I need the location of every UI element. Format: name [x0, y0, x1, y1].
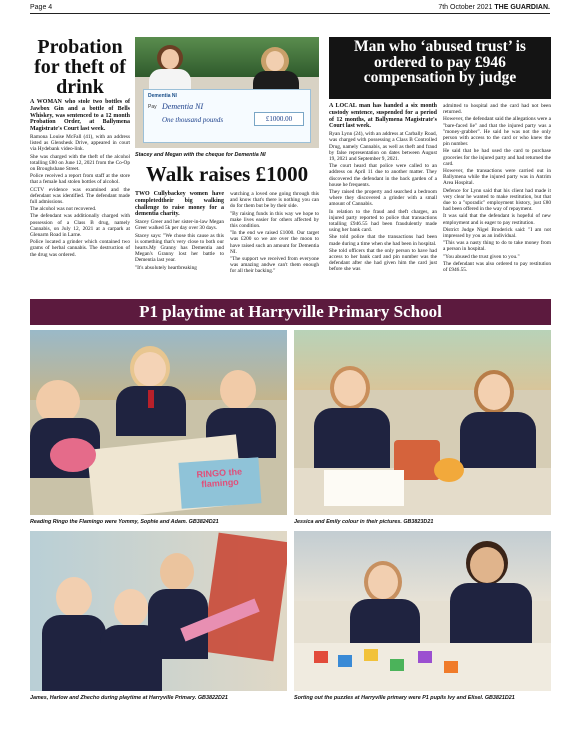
- cheque-logo: Dementia NI: [148, 93, 177, 99]
- caption-reading: Reading Ringo the Flamingo were Yommy, Sophie and Adam. GB3824D21: [30, 519, 219, 525]
- cheque-payee: Dementia NI: [162, 102, 204, 111]
- page-number: Page 4: [30, 4, 53, 11]
- trust-col-2: [443, 103, 551, 274]
- caption-colouring: Jessica and Emily colour in their pictures. GB3823D21: [294, 519, 434, 525]
- trust-para: She told police that the transactions had been made during a time when she had been in hospital.: [329, 234, 437, 247]
- trust-para: The defendant was also ordered to pay restitution of £946.55.: [443, 260, 551, 274]
- trust-para: "You abused the trust given to you.": [443, 253, 520, 260]
- trust-para: admitted to hospital and the card had not been returned.: [443, 103, 551, 116]
- probation-para: Police received a report from staff at the store that a female had stolen bottles of alcohol.: [30, 173, 130, 186]
- trust-para: However, the transactions were carried out in Ballymena while the injured party was in Antrim Area Hospital.: [443, 168, 551, 187]
- trust-para: "This was a nasty thing to do to take money from a person in hospital.: [443, 240, 551, 253]
- cheque-pay-label: Pay: [148, 104, 157, 110]
- trust-para: He said that he had used the card to purchase groceries for the injured party and had returned the card.: [443, 148, 551, 167]
- trust-para: It was said that the defendant is hopeful of new employment and is eager to pay restitution.: [443, 213, 551, 226]
- caption-playtime: James, Harlow and Zhecho during playtime at Harryville Primary. GB3822D21: [30, 695, 228, 701]
- probation-body: [30, 99, 130, 259]
- photo-playtime: [30, 531, 287, 691]
- probation-para: She was charged with the theft of the alcohol totalling £80 on June 12, 2021 from the Co-Op on Broughshane Street.: [30, 153, 130, 172]
- walk-para: Stacey says: "We chose this cause as this is something that's very close to both our hearts.My Granny has Dementia and Megan's Granny lost her battle to Dementia last year.: [135, 232, 224, 264]
- trust-para: In relation to the fraud and theft charges, an injured party reported to police that transactions totalling £946.55 had been fraudulently made using her bank card.: [329, 208, 437, 234]
- trust-para: Defence for Lynn said that his client had made it very clear he wanted to make restitution, but that due to a "sporadic" employment history, just £80 had been offered in the way of repayment.: [443, 187, 551, 213]
- cheque-photo: [135, 37, 319, 148]
- issue-date: 7th October 2021: [438, 4, 493, 11]
- paper-name: THE GUARDIAN.: [494, 4, 550, 11]
- cheque-amount: £1000.00: [254, 112, 304, 126]
- trust-headline-box: [329, 37, 551, 99]
- trust-para: Ryan Lynn (24), with an address at Carbally Road, was charged with possessing a Class B Controlled Drug, namely Cannabis, as well as theft and fraud by false representation on dates between August 19, 2021 and September 9, 2021.: [329, 131, 437, 162]
- trust-para: She told officers that the only person to have had access to her bank card and pin number was the defendant after she had given him the card just before she was: [329, 247, 437, 273]
- probation-para: The alcohol was not recovered.: [30, 206, 97, 213]
- trust-para: However, the defendant said the allegations were a "bare-faced lie" and that the injured party was a "money-grabber". He said he was not the only person with access to the card or who knew the pin number.: [443, 116, 551, 148]
- header-rule: [30, 13, 550, 14]
- probation-para: The defendant was additionally charged with possession of a Class B drug, namely Cannabis, on July 12, 2021 at a carpark at Glenarm Road in Larne.: [30, 213, 130, 239]
- probation-headline: Probation for theft of drink: [34, 36, 126, 98]
- photo-puzzles: [294, 531, 551, 691]
- photo-colouring: [294, 330, 551, 515]
- photo-reading-ringo: [30, 330, 287, 515]
- cheque-amount-words: One thousand pounds: [162, 116, 224, 124]
- probation-para: Police located a grinder which contained two grams of herbal cannabis. The destruction of the drug was ordered.: [30, 239, 130, 258]
- walk-col-1: [135, 191, 224, 272]
- trust-para: The court heard that police were called to an address on April 11 due to another matter. They discovered the defendant in the back garden of a house he frequents.: [329, 163, 437, 188]
- walk-para: watching a loved one going through this and know that's there is nothing you can do for them but be by their side.: [230, 191, 319, 210]
- trust-para: They raised the property and searched a bedroom where they discovered a grinder with a small amount of Cannabis.: [329, 189, 437, 208]
- walk-headline: Walk raises £1000: [145, 162, 309, 186]
- walk-para: "The support we received from everyone was amazing andwe can't them enough for all their backing.": [230, 256, 319, 275]
- walk-lead: TWO Cullybackey women have completedtheir big walking challenge to raise money for a dementia charity.: [135, 191, 224, 218]
- walk-para: "In the end we raised £1000. Our target was £200 so we are over the moon to have raised such an amount for Dementia NI.: [230, 230, 319, 255]
- masthead-date: [438, 4, 550, 11]
- ringo-book: [178, 457, 261, 508]
- trust-headline: Man who ‘abused trust’ is ordered to pay £946 compensation by judge: [354, 38, 526, 86]
- cheque-caption: Stacey and Megan with the cheque for Dementia NI: [135, 152, 266, 158]
- walk-para: Stacey Greer and her sister-in-law Megan Greer walked 5k per day over 30 days.: [135, 219, 224, 232]
- walk-col-2: [230, 191, 319, 276]
- trust-para: District Judge Nigel Broderick said: "I am not impressed by you as an individual.: [443, 226, 551, 240]
- walk-para: "It's absolutely heartbreaking: [135, 264, 197, 271]
- trust-lead: A LOCAL man has handed a six month custody sentence, suspended for a period of 12 months, at Ballymena Magistrate's Court last week.: [329, 103, 437, 130]
- caption-puzzles: Sorting out the puzzles at Harryville primary were P1 pupils Ivy and Elisel. GB3821D21: [294, 695, 515, 701]
- book-title: RINGO the flamingo: [196, 466, 243, 490]
- walk-para: "By raising funds in this way we hope to make lives easier for others affected by this condition.: [230, 210, 319, 230]
- probation-para: CCTV evidence was examined and the defendant was identified. The defendant made full admissions.: [30, 186, 130, 206]
- probation-para: Ramona Louise McFall (41), with an address listed as Glenshesk Drive, appeared in court via Hydebank video-link.: [30, 133, 130, 153]
- probation-lead: A WOMAN who stole two bottles of Jawbox Gin and a bottle of Bells Whiskey, was sentenced to a 12 month Probation Order, at Ballymena Magistrate's Court last week.: [30, 99, 130, 133]
- cheque: [143, 89, 311, 143]
- trust-col-1: [329, 103, 437, 274]
- playtime-banner: P1 playtime at Harryville Primary School: [30, 299, 551, 325]
